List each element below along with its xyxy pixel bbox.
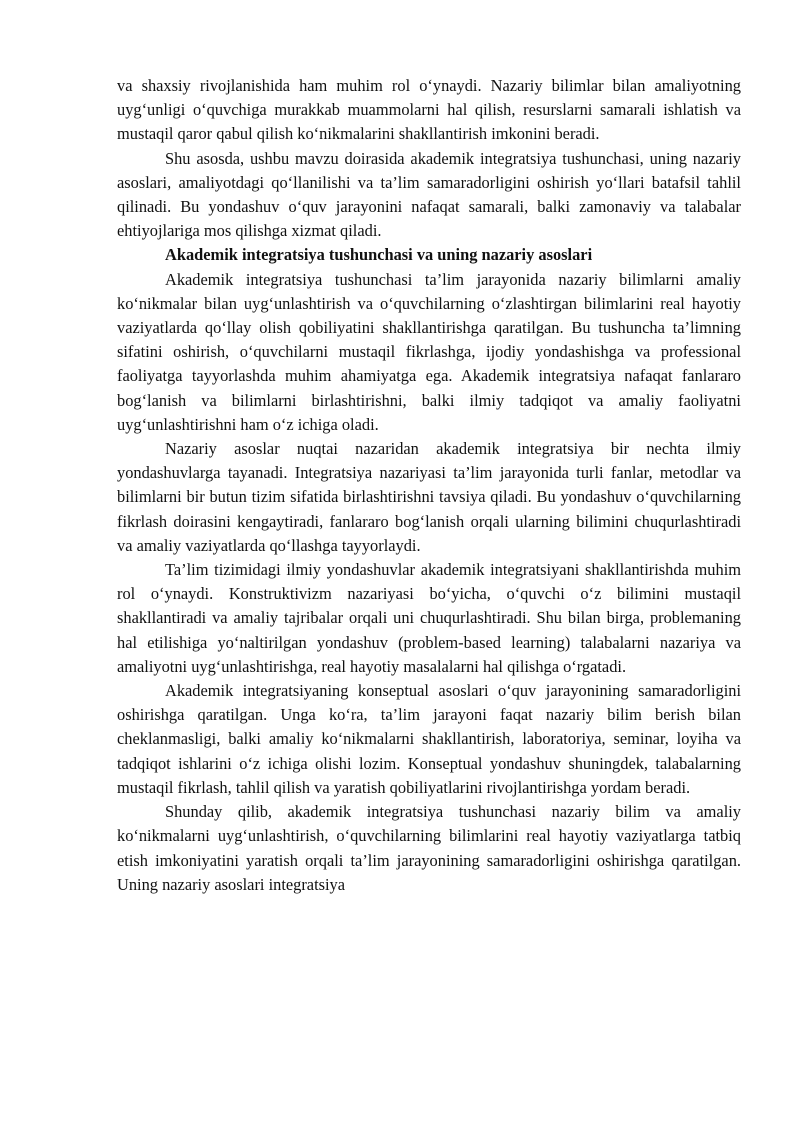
document-body	[117, 74, 741, 897]
paragraph-scientific-approaches: Ta’lim tizimidagi ilmiy yondashuvlar akademik integratsiyani shakllantirishda muhim rol o‘ynaydi. Konstruktivizm nazariyasi bo‘yicha, o‘quvchi o‘z bilimini mustaqil shakllantiradi va amaliy tajribalar orqali uni chuqurlashtiradi. Shu bilan birga, problemaning hal etilishiga yo‘naltirilgan yondashuv (problem-based learning) talabalarni nazariya va amaliyotni uyg‘unlashtirishga, real hayotiy masalalarni hal qilishga o‘rgatadi.	[117, 560, 741, 676]
paragraph-conclusion: Shunday qilib, akademik integratsiya tushunchasi nazariy bilim va amaliy ko‘nikmalarni uyg‘unlashtirish, o‘quvchilarning bilimlarini real hayotiy vaziyatlarga tatbiq etish imkoniyatini yaratish orqali ta’lim jarayonining samaradorligini oshirishga qaratilgan. Uning nazariy asoslari integratsiya	[117, 802, 741, 894]
paragraph-definition: Akademik integratsiya tushunchasi ta’lim jarayonida nazariy bilimlarni amaliy ko‘nikmalar bilan uyg‘unlashtirish va o‘quvchilarning o‘zlashtirgan bilimlarini real hayotiy vaziyatlarda qo‘llay olish qobiliyatini shakllantirishga qaratilgan. Bu tushuncha ta’limning sifatini oshirish, o‘quvchilarni mustaqil fikrlashga, ijodiy yondashishga va professional faoliyatga tayyorlashda muhim ahamiyatga ega. Akademik integratsiya nafaqat fanlararo bog‘lanish va bilimlarni birlashtirishni, balki ilmiy tadqiqot va amaliy faoliyatni uyg‘unlashtirishni ham o‘z ichiga oladi.	[117, 269, 741, 434]
section-heading: Akademik integratsiya tushunchasi va uning nazariy asoslari	[165, 245, 593, 265]
paragraph-theoretical-basis: Nazariy asoslar nuqtai nazaridan akademik integratsiya bir nechta ilmiy yondashuvlarga tayanadi. Integratsiya nazariyasi ta’lim jarayonida turli fanlar, metodlar va bilimlarni bir butun tizim sifatida birlashtirishni tavsiya qiladi. Bu yondashuv o‘quvchilarning fikrlash doirasini kengaytiradi, fanlararo bog‘lanish orqali ularning bilimini chuqurlashtiradi va amaliy vaziyatlarda qo‘llashga tayyorlaydi.	[117, 439, 741, 555]
paragraph-intro-scope: Shu asosda, ushbu mavzu doirasida akademik integratsiya tushunchasi, uning nazariy asoslari, amaliyotdagi qo‘llanilishi va ta’lim samaradorligini oshirish yo‘llari batafsil tahlil qilinadi. Bu yondashuv o‘quv jarayonini nafaqat samarali, balki zamonaviy va talabalar ehtiyojlariga mos qilishga xizmat qiladi.	[117, 148, 741, 241]
paragraph-continuation: va shaxsiy rivojlanishida ham muhim rol o‘ynaydi. Nazariy bilimlar bilan amaliyotning uyg‘unligi o‘quvchiga murakkab muammolarni hal qilish, resurslarni samarali ishlatish va mustaqil qaror qabul qilish ko‘nikmalarini shakllantirish imkonini beradi.	[117, 76, 741, 144]
paragraph-conceptual-basis: Akademik integratsiyaning konseptual asoslari o‘quv jarayonining samaradorligini oshirishga qaratilgan. Unga ko‘ra, ta’lim jarayoni faqat nazariy bilim berish bilan cheklanmasligi, balki amaliy ko‘nikmalarni shakllantirish, laboratoriya, seminar, loyiha va tadqiqot ishlarini o‘z ichiga olishi lozim. Konseptual yondashuv shuningdek, talabalarning mustaqil fikrlash, tahlil qilish va yaratish qobiliyatlarini rivojlantirishga yordam beradi.	[117, 681, 741, 797]
